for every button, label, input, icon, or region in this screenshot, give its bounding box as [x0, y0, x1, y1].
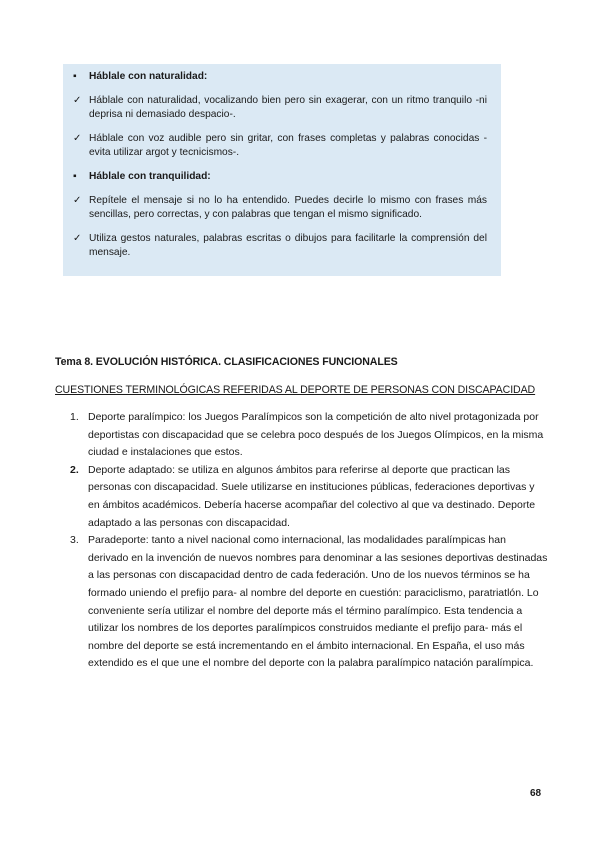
checkmark-icon: ✓: [73, 194, 82, 206]
list-number: 3.: [70, 534, 79, 547]
list-number: 2.: [70, 463, 79, 476]
list-item-text: Deporte adaptado: se utiliza en algunos ámbitos para referirse al deporte que practican las personas con discapacidad. Suele utilizarse en instituciones públicas, federaciones deportivas y en ámbitos académicos. Debería hacerse acompañar del colectivo al que va destinado. Deporte adaptado a las personas con discapacidad.: [88, 463, 536, 529]
box-item: [73, 94, 487, 123]
list-item-text: Paradeporte: tanto a nivel nacional como internacional, las modalidades paralímpicas han derivado en la invención de nuevos nombres para denominar a las sesiones deportivas destinadas a las personas con discapacidad dentro de cada federación. Uno de los nuevos términos se ha formado uniendo el prefijo para- al nombre del deporte en cuestión: paraciclismo, paratriatlón. Lo conveniente sería utilizar el nombre del deporte más el término paralímpico. Esta tendencia a utilizar los nombres de los deportes paralímpicos construidos mediante el prefijo para- más el nombre del deporte se está incrementando en el ámbito internacional. En España, el uso más extendido es el que une el nombre del deporte con la palabra paralímpico natación paralímpica.: [88, 534, 548, 670]
list-item: [70, 532, 548, 673]
heading-text: Háblale con naturalidad:: [89, 71, 208, 82]
item-text: Háblale con naturalidad, vocalizando bien pero sin exagerar, con un ritmo tranquilo -ni deprisa ni demasiado despacio-.: [89, 94, 487, 121]
checkmark-icon: ✓: [73, 232, 82, 244]
list-item-text: Deporte paralímpico: los Juegos Paralímpicos son la competición de alto nivel protagonizada por deportistas con discapacidad que se celebra poco después de los Juegos Olímpicos, en la misma ciudad e instalaciones que estos.: [88, 411, 544, 459]
list-number: 1.: [70, 411, 79, 423]
checkmark-icon: ✓: [73, 132, 82, 144]
page-number: 68: [530, 788, 542, 799]
box-heading-tranquilidad: [73, 170, 487, 185]
section-subtitle: CUESTIONES TERMINOLÓGICAS REFERIDAS AL DEPORTE DE PERSONAS CON DISCAPACIDAD: [55, 384, 536, 396]
item-text: Repítele el mensaje si no lo ha entendido. Puedes decirle lo mismo con frases más sencillas, pero correctas, y con palabras que tengan el mismo significado.: [89, 194, 487, 221]
terminology-list: [70, 409, 548, 673]
box-item: [73, 232, 487, 261]
item-text: Utiliza gestos naturales, palabras escritas o dibujos para facilitarle la comprensión del mensaje.: [89, 232, 487, 259]
square-bullet-icon: ▪: [73, 71, 77, 82]
list-item: [70, 409, 548, 462]
item-text: Háblale con voz audible pero sin gritar, con frases completas y palabras conocidas -evita utilizar argot y tecnicismos-.: [89, 132, 487, 159]
checkmark-icon: ✓: [73, 94, 82, 106]
heading-text: Háblale con tranquilidad:: [89, 170, 211, 182]
box-item: [73, 132, 487, 161]
square-bullet-icon: ▪: [73, 170, 77, 182]
box-item: [73, 194, 487, 223]
tips-box: [63, 64, 501, 276]
list-item: [70, 462, 548, 532]
box-heading-naturalidad: [73, 70, 487, 85]
section-title: Tema 8. EVOLUCIÓN HISTÓRICA. CLASIFICACIONES FUNCIONALES: [55, 356, 398, 368]
